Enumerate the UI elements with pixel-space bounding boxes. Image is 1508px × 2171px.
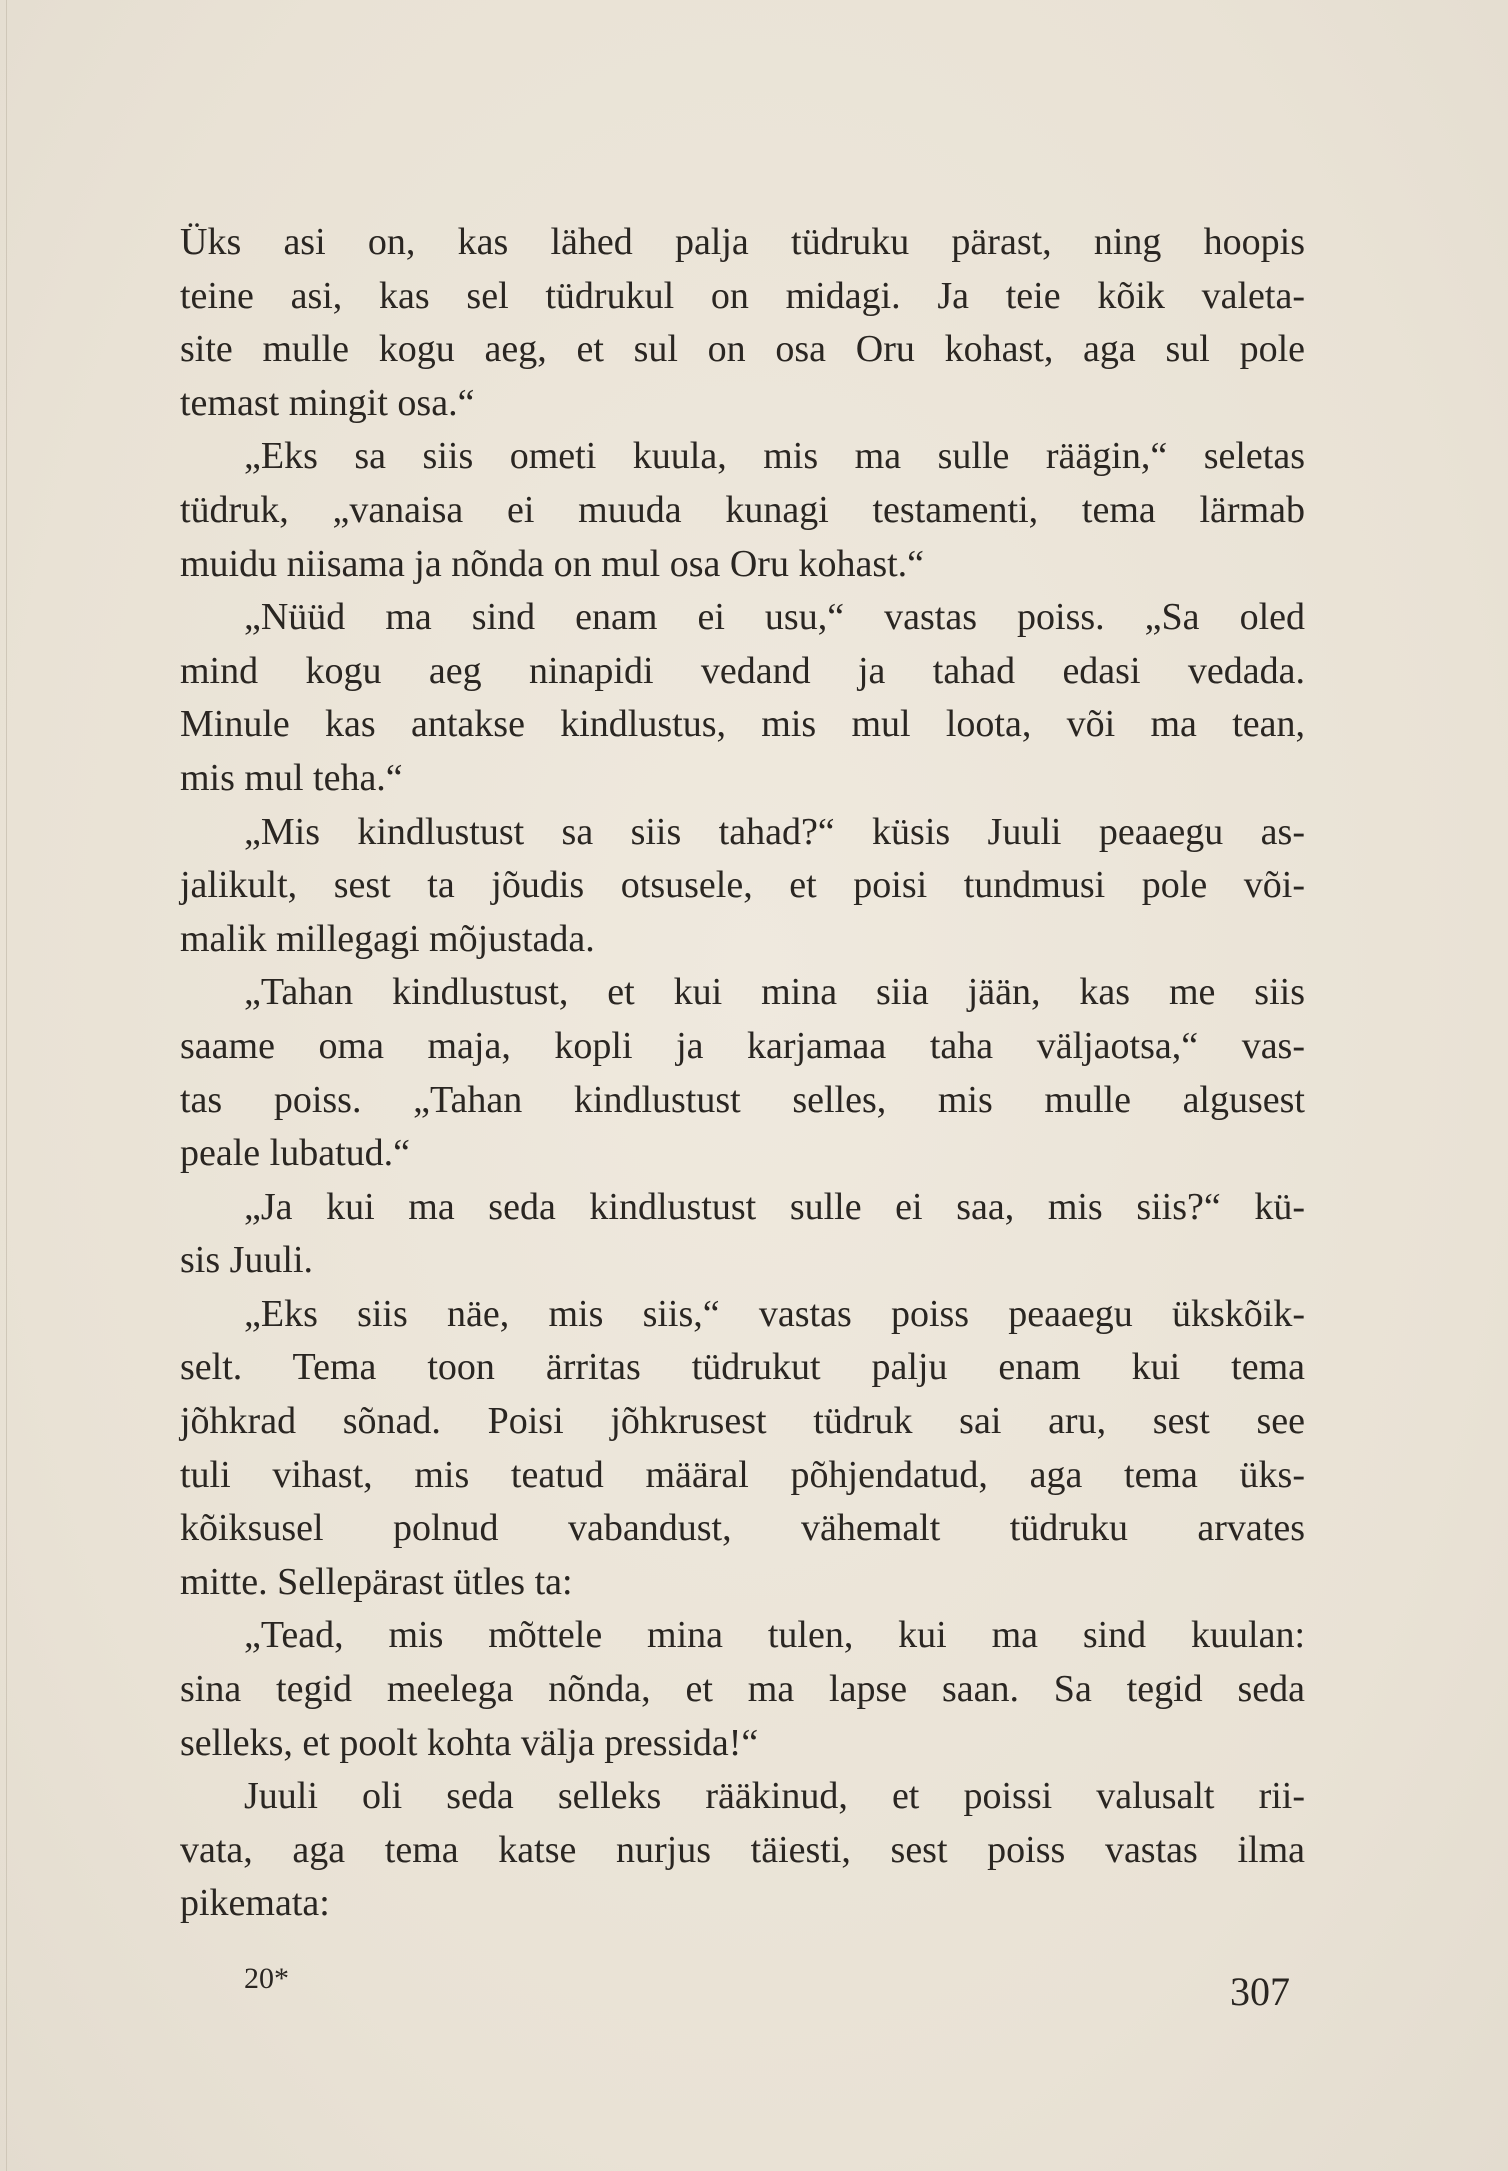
text-line: mind kogu aeg ninapidi vedand ja tahad edasi vedada.	[180, 649, 1305, 692]
paragraph	[180, 591, 1305, 805]
text-line: pikemata:	[180, 1882, 330, 1925]
text-line: „Tahan kindlustust, et kui mina siia jään, kas me siis	[244, 971, 1305, 1014]
paragraph	[180, 1181, 1305, 1288]
text-line: tüdruk, „vanaisa ei muuda kunagi testamenti, tema lärmab	[180, 488, 1305, 531]
text-line: selt. Tema toon ärritas tüdrukut palju enam kui tema	[180, 1346, 1305, 1389]
text-line: jalikult, sest ta jõudis otsusele, et poisi tundmusi pole või-	[180, 864, 1305, 907]
text-line: „Mis kindlustust sa siis tahad?“ küsis Juuli peaaegu as-	[244, 810, 1305, 853]
text-line: mitte. Sellepärast ütles ta:	[180, 1560, 573, 1603]
paragraph	[180, 966, 1305, 1180]
text-line: temast mingit osa.“	[180, 381, 475, 424]
text-line: Juuli oli seda selleks rääkinud, et poissi valusalt rii-	[244, 1775, 1305, 1818]
text-line: selleks, et poolt kohta välja pressida!“	[180, 1721, 759, 1764]
text-line: mis mul teha.“	[180, 756, 403, 799]
page-number: 307	[1230, 1969, 1290, 2014]
text-line: „Nüüd ma sind enam ei usu,“ vastas poiss. „Sa oled	[244, 596, 1305, 639]
text-line: „Eks siis näe, mis siis,“ vastas poiss peaaegu ükskõik-	[244, 1292, 1305, 1335]
text-line: vata, aga tema katse nurjus täiesti, sest poiss vastas ilma	[180, 1828, 1305, 1871]
body-text	[180, 216, 1305, 1931]
text-line: malik millegagi mõjustada.	[180, 917, 595, 960]
text-line: Minule kas antakse kindlustus, mis mul loota, või ma tean,	[180, 703, 1305, 746]
text-line: site mulle kogu aeg, et sul on osa Oru kohast, aga sul pole	[180, 328, 1305, 371]
text-line: „Eks sa siis ometi kuula, mis ma sulle räägin,“ seletas	[244, 435, 1305, 478]
text-line: sis Juuli.	[180, 1239, 314, 1282]
text-line: sina tegid meelega nõnda, et ma lapse saan. Sa tegid seda	[180, 1668, 1305, 1711]
page-edge	[6, 0, 7, 2171]
text-line: tuli vihast, mis teatud määral põhjendatud, aga tema üks-	[180, 1453, 1305, 1496]
text-line: „Ja kui ma seda kindlustust sulle ei saa, mis siis?“ kü-	[244, 1185, 1305, 1228]
paragraph	[180, 216, 1305, 430]
text-line: saame oma maja, kopli ja karjamaa taha väljaotsa,“ vas-	[180, 1024, 1305, 1067]
paragraph	[180, 1770, 1305, 1931]
text-line: tas poiss. „Tahan kindlustust selles, mis mulle algusest	[180, 1078, 1305, 1121]
text-line: teine asi, kas sel tüdrukul on midagi. Ja teie kõik valeta-	[180, 274, 1305, 317]
signature-mark: 20*	[244, 1962, 289, 1995]
text-line: „Tead, mis mõttele mina tulen, kui ma sind kuulan:	[244, 1614, 1305, 1657]
paragraph	[180, 1288, 1305, 1610]
paragraph	[180, 1609, 1305, 1770]
text-line: Üks asi on, kas lähed palja tüdruku pärast, ning hoopis	[180, 221, 1305, 263]
paragraph	[180, 806, 1305, 967]
text-line: jõhkrad sõnad. Poisi jõhkrusest tüdruk sai aru, sest see	[180, 1400, 1305, 1443]
paragraph	[180, 430, 1305, 591]
text-line: muidu niisama ja nõnda on mul osa Oru kohast.“	[180, 542, 925, 585]
text-line: peale lubatud.“	[180, 1132, 411, 1175]
text-line: kõiksusel polnud vabandust, vähemalt tüdruku arvates	[180, 1507, 1305, 1550]
